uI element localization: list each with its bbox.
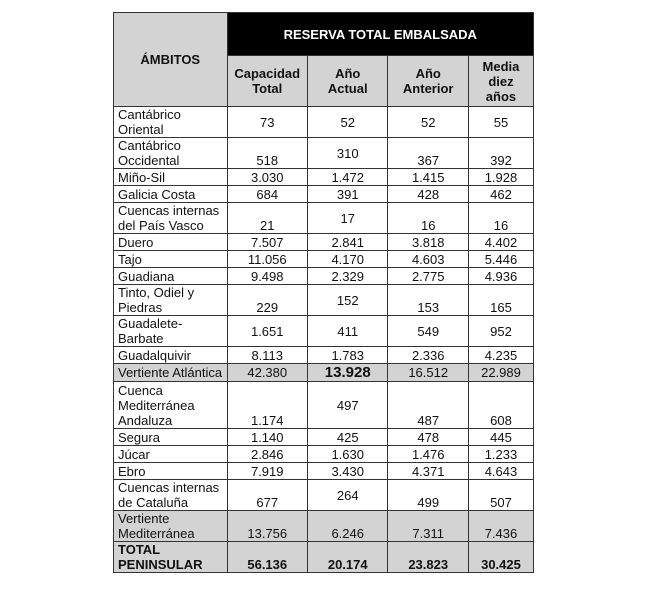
ambito-name-line: Ebro: [118, 463, 146, 479]
ambito-name-line: Guadiana: [118, 268, 175, 284]
value-cell: 1.174: [227, 382, 307, 429]
value-cell: 5.446: [468, 251, 533, 268]
ambito-name-line: Júcar: [118, 446, 150, 462]
value-cell: 11.056: [227, 251, 307, 268]
ambito-name: [114, 364, 228, 382]
ambito-name-line: Segura: [118, 429, 160, 445]
table-row: [114, 268, 534, 285]
ambito-name: [114, 511, 228, 542]
value-cell: 30.425: [468, 542, 533, 573]
ambito-name-line: Vertiente: [118, 511, 170, 526]
value-cell: 9.498: [227, 268, 307, 285]
value-cell: 4.170: [307, 251, 387, 268]
value-cell: 1.783: [307, 347, 387, 364]
ambito-name: [114, 347, 228, 364]
table-row: [114, 186, 534, 203]
value-cell: 608: [468, 382, 533, 429]
value-cell: 4.936: [468, 268, 533, 285]
value-cell: 2.336: [388, 347, 468, 364]
value-cell: 1.630: [307, 446, 387, 463]
value-cell: 4.603: [388, 251, 468, 268]
ambito-name: [114, 463, 228, 480]
value-cell: 3.030: [227, 169, 307, 186]
ambito-name: [114, 429, 228, 446]
table-row: [114, 446, 534, 463]
table-row: [114, 316, 534, 347]
value-cell: 1.472: [307, 169, 387, 186]
value-cell: 1.415: [388, 169, 468, 186]
col-header-line: Total: [252, 81, 283, 96]
reserva-table: [113, 12, 534, 573]
value-cell: 487: [388, 382, 468, 429]
value-cell: 21: [227, 203, 307, 234]
value-cell: 3.818: [388, 234, 468, 251]
ambito-name: [114, 107, 228, 138]
ambito-name-line: Andaluza: [118, 412, 173, 428]
ambito-name-line: Guadalquivir: [118, 347, 191, 363]
value-cell: 1.233: [468, 446, 533, 463]
value-cell: 952: [468, 316, 533, 347]
value-cell: 52: [388, 107, 468, 138]
value-cell: 1.928: [468, 169, 533, 186]
value-cell: 391: [307, 186, 387, 203]
value-cell: 2.775: [388, 268, 468, 285]
table-row: [114, 107, 534, 138]
value-cell: 2.846: [227, 446, 307, 463]
table-row: [114, 364, 534, 382]
value-cell: 20.174: [307, 542, 387, 573]
table-row: [114, 511, 534, 542]
value-cell: 16.512: [388, 364, 468, 382]
value-cell: 7.919: [227, 463, 307, 480]
col-header-line: Anterior: [402, 81, 454, 96]
value-cell: 7.507: [227, 234, 307, 251]
value-cell: 518: [227, 138, 307, 169]
value-cell: 445: [468, 429, 533, 446]
ambito-name: [114, 234, 228, 251]
ambito-name-line: de Cataluña: [118, 495, 189, 510]
col-header-line: diez: [488, 73, 514, 89]
value-cell: 425: [307, 429, 387, 446]
value-cell: 4.235: [468, 347, 533, 364]
value-cell: 4.371: [388, 463, 468, 480]
ambito-name-line: Mediterránea: [118, 526, 195, 541]
col-header-media: [468, 56, 533, 107]
ambito-name: [114, 251, 228, 268]
value-cell: 229: [227, 285, 307, 316]
ambito-name: [114, 169, 228, 186]
value-cell: 8.113: [227, 347, 307, 364]
table-row: [114, 251, 534, 268]
col-header-actual: [307, 56, 387, 107]
value-cell: 2.841: [307, 234, 387, 251]
ambito-name-line: Tajo: [118, 251, 142, 267]
ambito-name-line: del País Vasco: [118, 218, 204, 233]
ambito-name-line: Duero: [118, 234, 154, 250]
col-header-capacidad: [227, 56, 307, 107]
value-cell: 264: [307, 480, 387, 511]
ambito-name: [114, 285, 228, 316]
col-header-line: Año: [415, 66, 441, 81]
value-cell: 497: [307, 382, 387, 429]
table-row: [114, 169, 534, 186]
table-row: [114, 382, 534, 429]
ambito-name-line: Tinto, Odiel y: [118, 285, 195, 300]
value-cell: 13.928: [307, 364, 387, 382]
value-cell: 4.643: [468, 463, 533, 480]
value-cell: 22.989: [468, 364, 533, 382]
value-cell: 153: [388, 285, 468, 316]
value-cell: 1.140: [227, 429, 307, 446]
value-cell: 2.329: [307, 268, 387, 285]
ambitos-header: ÁMBITOS: [114, 13, 228, 107]
ambito-name-line: Cantábrico: [118, 138, 181, 153]
ambito-name-line: Occidental: [118, 153, 180, 168]
value-cell: 462: [468, 186, 533, 203]
table-row: [114, 234, 534, 251]
table-row: [114, 542, 534, 573]
ambito-name: [114, 186, 228, 203]
ambito-name: [114, 382, 228, 429]
ambito-name-line: Vertiente Atlántica: [118, 365, 223, 380]
ambito-name: [114, 316, 228, 347]
value-cell: 13.756: [227, 511, 307, 542]
value-cell: 549: [388, 316, 468, 347]
value-cell: 310: [307, 138, 387, 169]
value-cell: 411: [307, 316, 387, 347]
table-row: [114, 463, 534, 480]
value-cell: 507: [468, 480, 533, 511]
col-header-line: Año: [335, 66, 361, 81]
value-cell: 4.402: [468, 234, 533, 251]
reserva-title: RESERVA TOTAL EMBALSADA: [227, 13, 534, 56]
col-header-line: Media: [482, 58, 520, 74]
col-header-line: años: [485, 88, 517, 104]
ambito-name: [114, 268, 228, 285]
table-row: [114, 480, 534, 511]
value-cell: 392: [468, 138, 533, 169]
ambito-name: [114, 203, 228, 234]
value-cell: 55: [468, 107, 533, 138]
ambito-name: [114, 446, 228, 463]
ambito-name-line: PENINSULAR: [118, 557, 203, 572]
ambito-name: [114, 542, 228, 573]
ambito-name-line: TOTAL: [118, 542, 161, 557]
value-cell: 1.476: [388, 446, 468, 463]
value-cell: 73: [227, 107, 307, 138]
value-cell: 16: [388, 203, 468, 234]
ambito-name-line: Cuencas internas: [118, 203, 220, 218]
value-cell: 152: [307, 285, 387, 316]
ambito-name-line: Cuencas internas: [118, 480, 220, 495]
ambito-name: [114, 480, 228, 511]
value-cell: 16: [468, 203, 533, 234]
table-row: [114, 285, 534, 316]
ambito-name-line: Guadalete-Barbate: [118, 316, 183, 346]
value-cell: 677: [227, 480, 307, 511]
value-cell: 367: [388, 138, 468, 169]
value-cell: 7.436: [468, 511, 533, 542]
value-cell: 499: [388, 480, 468, 511]
value-cell: 478: [388, 429, 468, 446]
value-cell: 3.430: [307, 463, 387, 480]
value-cell: 56.136: [227, 542, 307, 573]
ambito-name-line: Cantábrico Oriental: [118, 107, 181, 137]
value-cell: 165: [468, 285, 533, 316]
ambito-name-line: Miño-Sil: [118, 169, 165, 185]
ambito-name-line: Piedras: [118, 300, 163, 315]
table-body: [114, 107, 534, 573]
value-cell: 7.311: [388, 511, 468, 542]
ambito-name: [114, 138, 228, 169]
value-cell: 23.823: [388, 542, 468, 573]
value-cell: 17: [307, 203, 387, 234]
table-row: [114, 429, 534, 446]
ambito-name-line: Cuenca: [118, 382, 163, 398]
ambito-name-line: Galicia Costa: [118, 186, 196, 202]
value-cell: 42.380: [227, 364, 307, 382]
value-cell: 428: [388, 186, 468, 203]
table-row: [114, 203, 534, 234]
value-cell: 6.246: [307, 511, 387, 542]
col-header-line: Capacidad: [234, 66, 301, 81]
table-row: [114, 347, 534, 364]
value-cell: 1.651: [227, 316, 307, 347]
table-row: [114, 138, 534, 169]
col-header-line: Actual: [327, 81, 368, 96]
col-header-anterior: [388, 56, 468, 107]
value-cell: 52: [307, 107, 387, 138]
value-cell: 684: [227, 186, 307, 203]
ambito-name-line: Mediterránea: [118, 397, 195, 413]
